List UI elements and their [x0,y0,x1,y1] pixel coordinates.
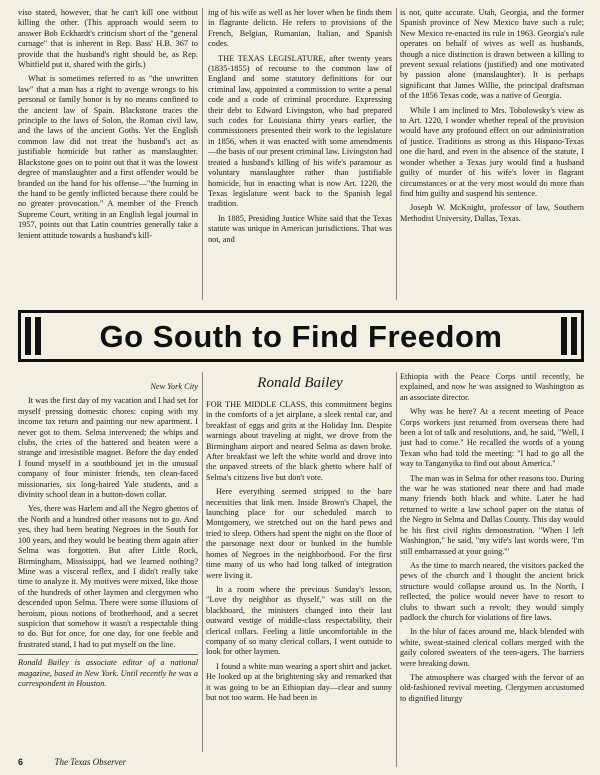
bottom-column-2 [206,400,392,707]
column-rule [202,372,203,752]
paragraph: The atmosphere was charged with the fervor of an old-fashioned revival meeting. Clergymen accustomed to dignified liturgy [400,672,584,703]
top-column-2 [208,8,392,249]
paragraph: I found a white man wearing a sport shirt and jacket. He looked up at the brightening sky and remarked that it was going to be an Ethiopian day—clear and sunny but not too warm. He had been in [206,661,392,702]
signature: Joseph W. McKnight, professor of law, Southern Methodist University, Dallas, Texas. [400,203,584,223]
paragraph: What is sometimes referred to as "the unwritten law" that a man has a right to avenge wrongs to his personal or family honor is by no means confined to the ancient law of Spain. Blackstone traces the principle to the laws of Solon, the Roman civil law, and the laws of the ancient Goths. Yet the English common law did not treat the husband's act as justifiable homicide but rather as manslaughter. Blackstone goes on to point out that it was the lowest degree of manslaughter and a first offender would be branded on the hand for his offense—"the burning in the hand to be gently inflicted because there could be no greater provocation." A member of the French Supreme Court, writing in an English legal journal in 1957, points out that Latin countries generally take a lenient attitude towards a husband's kill- [18,74,198,240]
paragraph: FOR THE MIDDLE CLASS, this commitment begins in the comforts of a jet airplane, a sleek rental car, and breakfast of eggs and grits at the Holiday Inn. Despite warnings about traveling at night, we drove from the Birmingham airport and neared Selma as dawn broke. After breakfast we left the white world and drove into the unpaved streets of the black ghetto where half of Selma's citizens live but don't vote. [206,400,392,482]
paragraph: is not, quite accurate. Utah, Georgia, and the former Spanish province of New Mexico have such a rule; New Mexico re-enacted its rule in 1963. Georgia's rule operates on behalf of wives as well as husbands, though a nice distinction is drawn between a killing to prevent sexual relations (justified) and one motivated by passion alone (manslaughter). It is perhaps significant that James Willie, the principal draftsman of the 1856 Texas code, was a native of Georgia. [400,8,584,101]
paragraph: Ethiopia with the Peace Corps until recently, he explained, and now he was assigned to Washington as an associate director. [400,372,584,402]
paragraph: In the blur of faces around me, black blended with white, sweat-stained clerical collars merged with the gaily colored sweaters of the teen-agers. The barriers were breaking down. [400,627,584,668]
paragraph: ing of his wife as well as her lover when he finds them in flagrante delicto. He refers to provisions of the French, Belgian, Rumanian, Italian, and Spanish codes. [208,8,392,49]
paragraph: It was the first day of my vacation and I had set for myself pressing domestic chores: coping with my income tax return and painting our new apartment. I never got to them. Selma intervened; the whips and clubs, the cries of the battered and beaten were a strange and irresistible magnet. Before the day ended I found myself in a southbound jet in the unusual company of four minister friends, ten clean-faced missionaries, six long-haired Yale students, and a divinity school dean in a button-down collar. [18,396,198,500]
headline: Go South to Find Freedom [99,319,503,354]
byline: Ronald Bailey [257,375,343,391]
paragraph: viso stated, however, that he can't kill one without killing the other. (This approach would seem to answer Bob Eckhardt's criticism short of the "general carnage" that is inherent in Rep. Bass' H.B. 367 to provide that the husband's right should be, as Rep. Whitfield put it, shared with the girls.) [18,8,198,70]
dateline: New York City [150,382,198,391]
paragraph: The man was in Selma for other reasons too. During the war he was stationed near there and had made many friends both black and white. Later he had returned to write a law school paper on the status of the Negro in Selma and Dallas County. This day would be his first civil rights demonstration. "When I left Washington," he said, "my wife's last words were, 'I'm still embarrassed at your going.'" [400,473,584,556]
author-note: Ronald Bailey is associate editor of a national magazine, based in New York. Until recently he was a correspondent in Houston. [18,654,198,689]
column-rule [396,8,397,300]
top-column-3 [400,8,584,228]
column-rule [202,8,203,300]
paragraph: While I am inclined to Mrs. Tobolowsky's view as to Art. 1220, I wonder whether repeal of the provision would have any profound effect on our administration of justice. Traditions as strong as this Hispano-Texas one die hard, and even in the absence of the statute, I wonder whether a Texas jury would find a husband guilty of murder of his wife's lover in flagrant circumstances or at the very most would do more than find him guilty and suspend his sentence. [400,105,584,198]
paragraph: In a room where the previous Sunday's lesson, "Love thy neighbor as thyself," was still on the blackboard, the ministers changed into their last outward vestige of middle-class respectability, their clerical collars. Feeling a little uncomfortable in the company of so many clerical collars, I went outside to look for other laymen. [206,584,392,657]
page-number: 6 [18,757,24,767]
bottom-column-1 [18,382,198,693]
paragraph: Why was he here? At a recent meeting of Peace Corps workers just returned from overseas there had been a lot of talk and resolutions, and, he said, "Well, I just had to come." He recalled the words of a young Texan who had told the meeting: "I had to go all the way to Tanganyika to find out about America." [400,407,584,469]
paragraph: Yes, there was Harlem and all the Negro ghettos of the North and a hundred other reasons not to go. And yes, they had been beating Negroes in the South for 100 years, and they would be beating them again after Selma was forgotten. But after Little Rock, Birmingham, Mississippi, had we learned nothing? Mine was a visceral reflex, and I didn't really take time to analyze it. My motives were mixed, like those of the hundreds of other laymen and clergymen who descended upon Selma. There were some illusions of heroism, pious notions of brotherhood, and a secret suspicion that somehow it wasn't a respectable thing to do. But for once, for one day, for one feeble and frustrated stand, I had to put myself on the line. [18,504,198,649]
column-rule [396,372,397,767]
top-column-1 [18,8,198,245]
paragraph: In 1885, Presiding Justice White said that the Texas statute was unique in American jurisdictions. That was not, and [208,213,392,244]
headline-banner [18,310,584,362]
paragraph: THE TEXAS LEGISLATURE, after twenty years (1835-1855) of recourse to the common law of England and some statutory definitions for our criminal law, appointed a commission to write a penal code and a code of criminal procedure. Expressing their debt to Edward Livingston, who had prepared such codes for Louisiana thirty years earlier, the commissioners presented their work to the legislature in 1856, when it was enacted with some amendments—the basis of our present criminal law. Livingston had treated a husband's killing of his wife's paramour as voluntary manslaughter rather than justifiable homicide, but in enacting what is now Art. 1220, the Texas legislature went back to the Spanish legal tradition. [208,53,392,209]
paragraph: Here everything seemed stripped to the bare necessities that link men. Inside Brown's Chapel, the launching place for our scheduled march to Montgomery, we stretched out on the hard pews and tried to sleep. Others had spent the night on the floor of the parsonage next door or bunked in the humble homes of Negroes in the neighborhood. For the first time many of us who had long talked of integration were living it. [206,487,392,580]
paragraph: As the time to march neared, the visitors packed the pews of the church and I thought the ancient brick structure would collapse around us. In the North, I reflected, the police would never have to resort to clubs to thwart such a revolt; they would simply padlock the church for violations of fire laws. [400,560,584,622]
publication-name: The Texas Observer [54,757,127,767]
bottom-column-3 [400,372,584,708]
page-footer [18,757,198,767]
